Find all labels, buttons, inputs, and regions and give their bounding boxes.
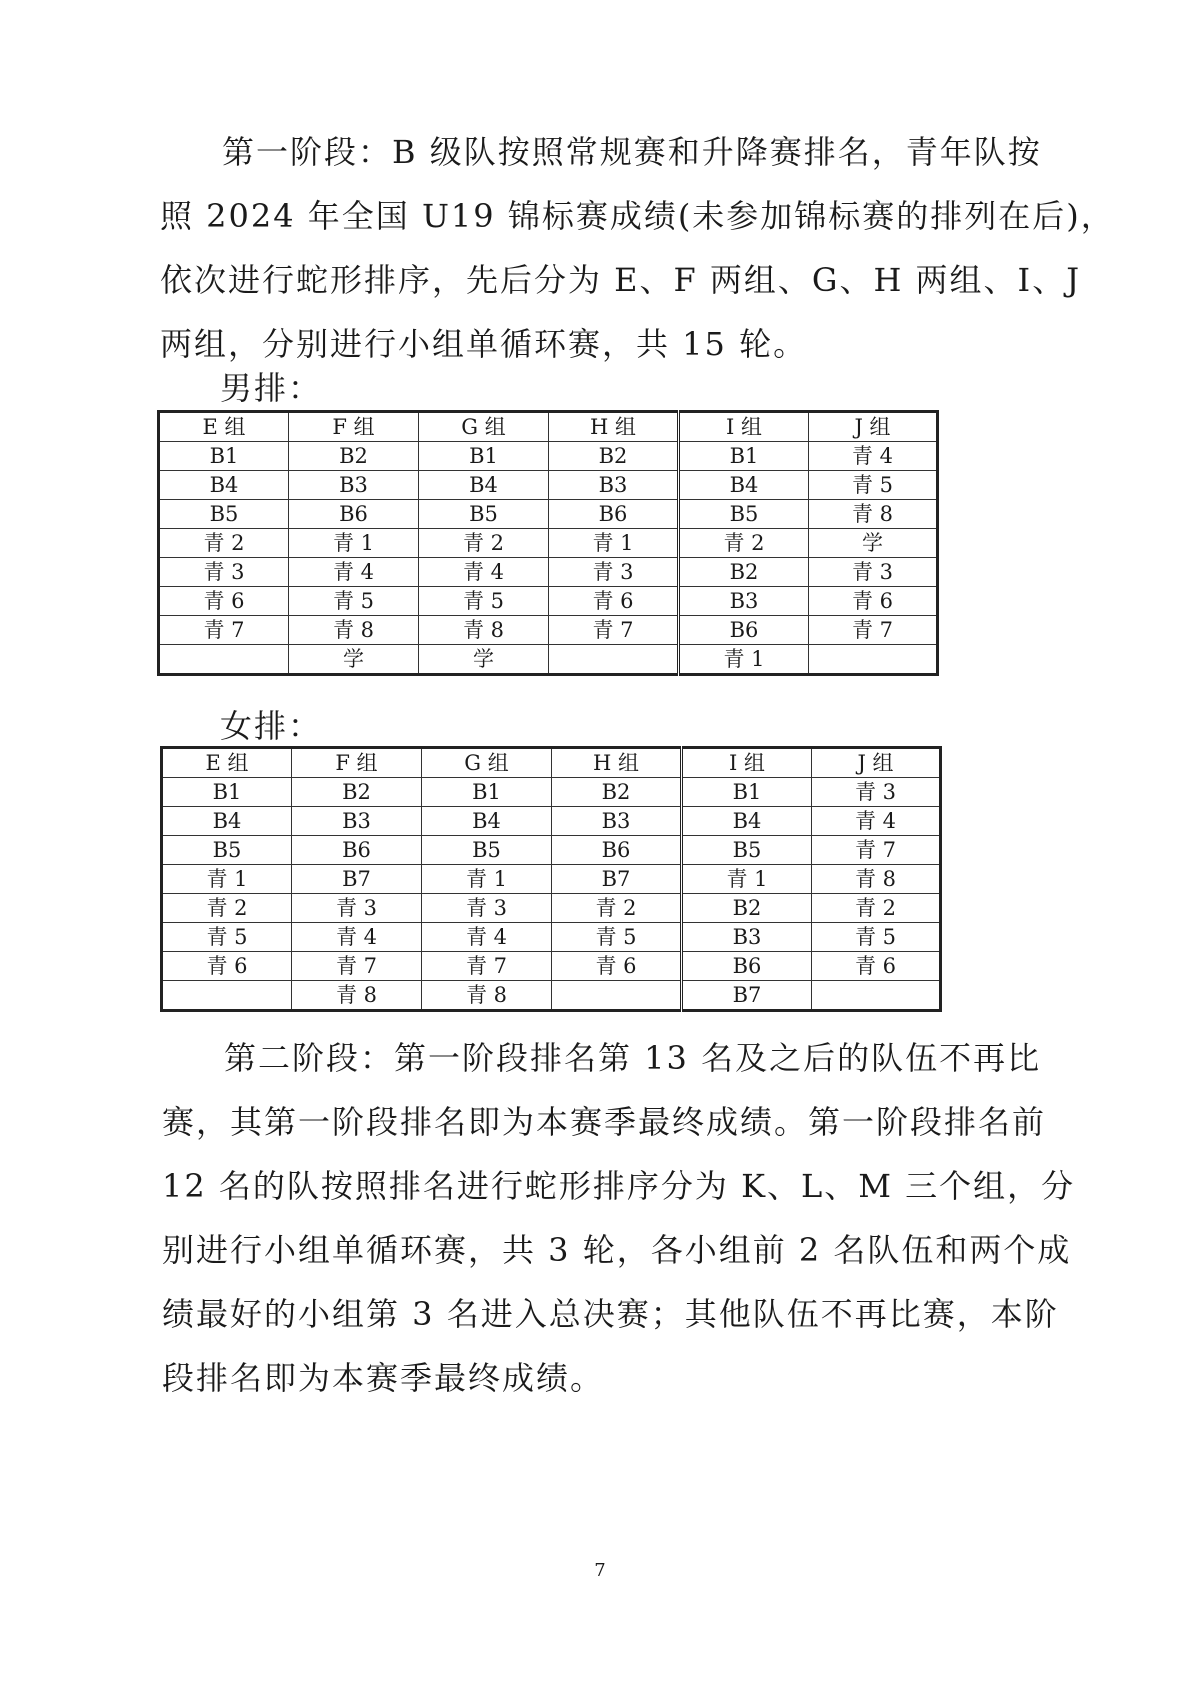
table-row <box>159 471 938 500</box>
header-cell: G 组 <box>419 412 549 442</box>
table-cell: 青 1 <box>162 865 292 894</box>
table-cell: 青 1 <box>682 865 812 894</box>
table-cell: 青 2 <box>679 529 809 558</box>
table-row <box>159 529 938 558</box>
table-cell: B6 <box>289 500 419 529</box>
table-cell: B6 <box>549 500 679 529</box>
table-cell: B1 <box>162 778 292 807</box>
table-row <box>162 778 941 807</box>
stage1-paragraph <box>160 120 1115 376</box>
table-cell: 青 2 <box>159 529 289 558</box>
header-cell: J 组 <box>812 748 941 778</box>
table-row <box>162 836 941 865</box>
table-cell: 青 1 <box>549 529 679 558</box>
table-cell: 青 6 <box>812 952 941 981</box>
table-cell: 青 6 <box>159 587 289 616</box>
table-cell: B1 <box>419 442 549 471</box>
table-cell: B7 <box>292 865 422 894</box>
table-cell: 青 3 <box>812 778 941 807</box>
header-cell: F 组 <box>289 412 419 442</box>
header-cell: G 组 <box>422 748 552 778</box>
table-cell: B3 <box>289 471 419 500</box>
stage2-line-1: 第二阶段：第一阶段排名第 13 名及之后的队伍不再比 <box>224 1039 1042 1077</box>
table-cell: 青 5 <box>812 923 941 952</box>
table-cell: B6 <box>552 836 682 865</box>
table-cell: 青 4 <box>812 807 941 836</box>
header-cell: I 组 <box>679 412 809 442</box>
table-cell: 青 8 <box>812 865 941 894</box>
table-cell: 青 5 <box>809 471 938 500</box>
table-row <box>162 807 941 836</box>
table-cell: B7 <box>682 981 812 1011</box>
table-cell: 青 8 <box>419 616 549 645</box>
women-volleyball-label: 女排： <box>220 707 323 745</box>
table-cell: B2 <box>549 442 679 471</box>
table-cell: B5 <box>162 836 292 865</box>
table-cell: B4 <box>422 807 552 836</box>
table-cell: 青 8 <box>809 500 938 529</box>
table-cell: B5 <box>682 836 812 865</box>
table-cell: 青 1 <box>679 645 809 675</box>
table-cell: B5 <box>679 500 809 529</box>
table-cell: 青 1 <box>422 865 552 894</box>
table-cell: 青 3 <box>549 558 679 587</box>
table-cell: 学 <box>809 529 938 558</box>
table-cell: 青 3 <box>809 558 938 587</box>
table-cell: B5 <box>159 500 289 529</box>
table-cell <box>552 981 682 1011</box>
table-cell: 青 7 <box>292 952 422 981</box>
table-cell: 青 7 <box>422 952 552 981</box>
table-cell: B6 <box>679 616 809 645</box>
table-cell <box>809 645 938 675</box>
table-cell: 青 7 <box>809 616 938 645</box>
stage2-paragraph <box>162 1026 1076 1410</box>
table-cell: B1 <box>682 778 812 807</box>
table-header-row <box>159 412 938 442</box>
table-cell: 青 4 <box>809 442 938 471</box>
stage1-line-1: 第一阶段：B 级队按照常规赛和升降赛排名，青年队按 <box>222 133 1042 171</box>
table-cell: 青 4 <box>419 558 549 587</box>
table-cell: B3 <box>682 923 812 952</box>
table-cell: B5 <box>419 500 549 529</box>
table-cell: B1 <box>159 442 289 471</box>
table-row <box>159 500 938 529</box>
table-cell: 青 7 <box>159 616 289 645</box>
table-cell: 青 6 <box>162 952 292 981</box>
header-cell: E 组 <box>159 412 289 442</box>
table-cell: 青 4 <box>289 558 419 587</box>
table-cell: B2 <box>289 442 419 471</box>
header-cell: J 组 <box>809 412 938 442</box>
stage2-line-2: 赛，其第一阶段排名即为本赛季最终成绩。第一阶段排名前 <box>162 1103 1047 1141</box>
table-cell: 青 4 <box>292 923 422 952</box>
table-cell: B3 <box>292 807 422 836</box>
table-cell: B4 <box>162 807 292 836</box>
header-cell: F 组 <box>292 748 422 778</box>
table-cell: 青 2 <box>812 894 941 923</box>
table-cell: B4 <box>679 471 809 500</box>
table-cell: 学 <box>289 645 419 675</box>
header-cell: E 组 <box>162 748 292 778</box>
header-cell: H 组 <box>549 412 679 442</box>
table-cell: B3 <box>679 587 809 616</box>
table-cell <box>549 645 679 675</box>
table-cell: 青 5 <box>552 923 682 952</box>
table-row <box>159 587 938 616</box>
table-cell: B7 <box>552 865 682 894</box>
table-cell <box>812 981 941 1011</box>
table-row <box>162 952 941 981</box>
table-cell: 青 4 <box>422 923 552 952</box>
stage2-line-5: 绩最好的小组第 3 名进入总决赛；其他队伍不再比赛，本阶 <box>162 1295 1059 1333</box>
table-cell: B4 <box>159 471 289 500</box>
table-row <box>159 558 938 587</box>
table-cell: 青 2 <box>162 894 292 923</box>
table-cell: B3 <box>549 471 679 500</box>
table-row <box>159 616 938 645</box>
table-cell: B4 <box>419 471 549 500</box>
table-cell: 青 5 <box>419 587 549 616</box>
table-cell: B1 <box>679 442 809 471</box>
men-volleyball-label: 男排： <box>220 369 323 407</box>
table-row <box>162 865 941 894</box>
table-cell: 青 5 <box>289 587 419 616</box>
table-cell: 学 <box>419 645 549 675</box>
table-cell: 青 2 <box>419 529 549 558</box>
table-row <box>159 442 938 471</box>
header-cell: H 组 <box>552 748 682 778</box>
table-cell: 青 8 <box>422 981 552 1011</box>
stage2-line-4: 别进行小组单循环赛，共 3 轮，各小组前 2 名队伍和两个成 <box>162 1231 1072 1269</box>
table-cell: B5 <box>422 836 552 865</box>
stage1-line-2: 照 2024 年全国 U19 锦标赛成绩(未参加锦标赛的排列在后)， <box>160 197 1115 235</box>
table-cell: B3 <box>552 807 682 836</box>
table-cell: 青 2 <box>552 894 682 923</box>
women-groups-table <box>160 746 942 1012</box>
table-cell: B4 <box>682 807 812 836</box>
table-cell: 青 3 <box>159 558 289 587</box>
table-cell: 青 1 <box>289 529 419 558</box>
men-groups-table <box>157 410 939 676</box>
table-cell: B6 <box>292 836 422 865</box>
table-cell: B2 <box>292 778 422 807</box>
table-cell: 青 6 <box>549 587 679 616</box>
header-cell: I 组 <box>682 748 812 778</box>
stage2-line-6: 段排名即为本赛季最终成绩。 <box>162 1359 605 1397</box>
table-row <box>162 923 941 952</box>
table-cell: 青 6 <box>809 587 938 616</box>
table-cell: 青 7 <box>812 836 941 865</box>
table-cell: B2 <box>682 894 812 923</box>
table-row <box>159 645 938 675</box>
table-row <box>162 981 941 1011</box>
table-cell: 青 5 <box>162 923 292 952</box>
table-row <box>162 894 941 923</box>
page-number: 7 <box>594 1560 606 1581</box>
table-cell <box>162 981 292 1011</box>
table-cell: 青 8 <box>292 981 422 1011</box>
table-cell: 青 6 <box>552 952 682 981</box>
table-cell: 青 7 <box>549 616 679 645</box>
table-cell: B2 <box>679 558 809 587</box>
table-cell: 青 3 <box>422 894 552 923</box>
table-cell: B2 <box>552 778 682 807</box>
table-header-row <box>162 748 941 778</box>
table-cell: B6 <box>682 952 812 981</box>
stage1-line-3: 依次进行蛇形排序，先后分为 E、F 两组、G、H 两组、I、J <box>160 261 1082 299</box>
table-cell <box>159 645 289 675</box>
stage1-line-4: 两组，分别进行小组单循环赛，共 15 轮。 <box>160 325 808 363</box>
table-cell: 青 8 <box>289 616 419 645</box>
table-cell: 青 3 <box>292 894 422 923</box>
stage2-line-3: 12 名的队按照排名进行蛇形排序分为 K、L、M 三个组，分 <box>162 1167 1076 1205</box>
table-cell: B1 <box>422 778 552 807</box>
